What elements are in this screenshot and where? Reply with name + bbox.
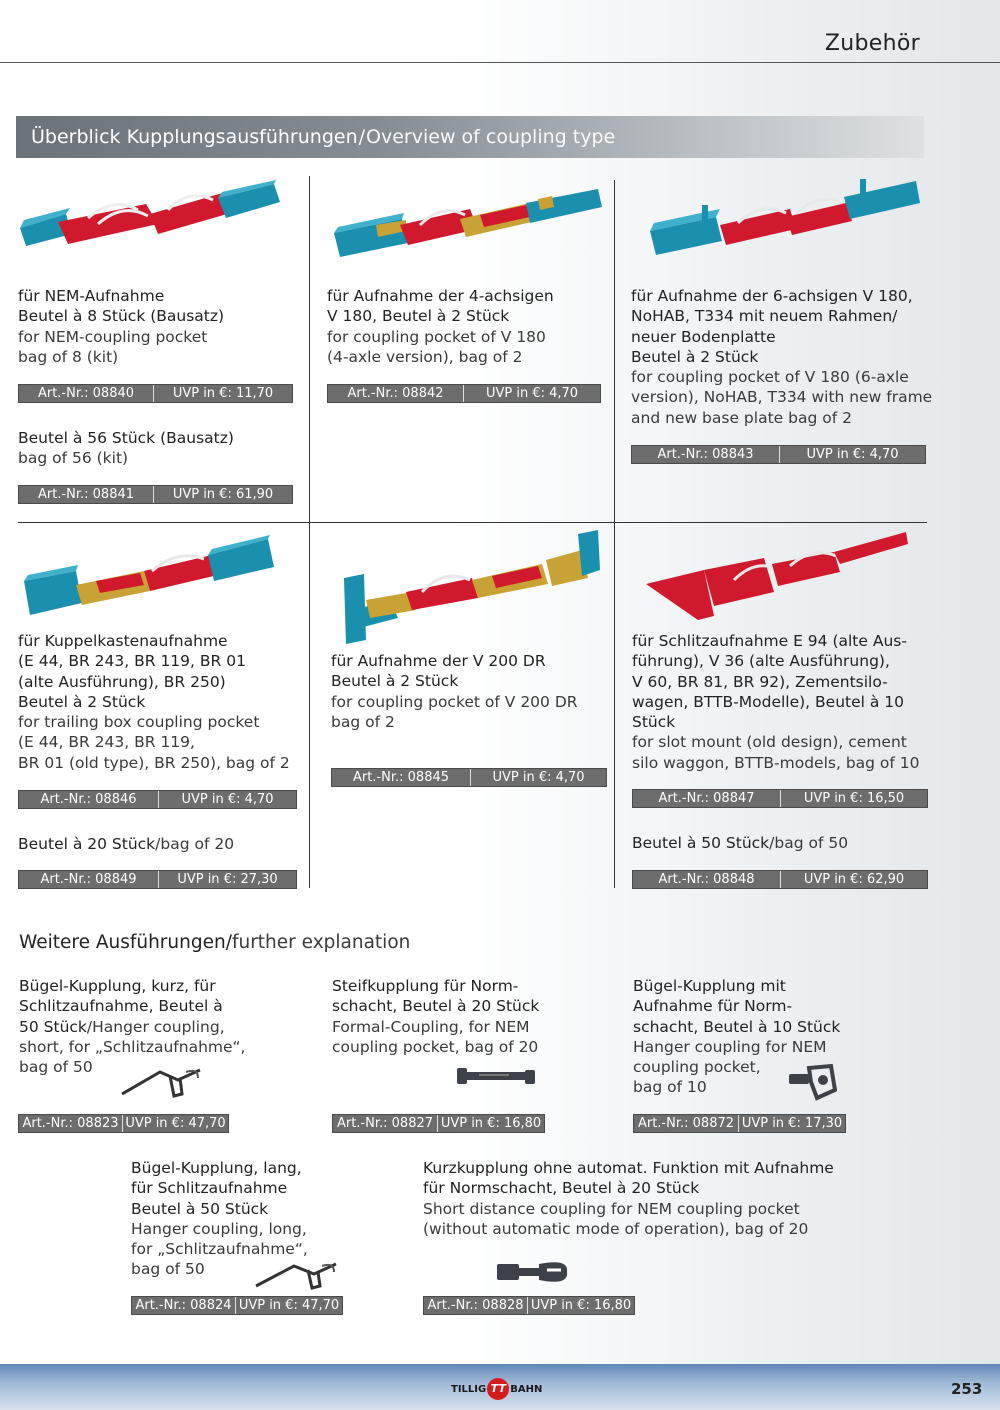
product-08843-en-line-2: version), NoHAB, T334 with new frame <box>631 388 933 407</box>
retail-price: UVP in €: 4,70 <box>492 770 585 785</box>
price-bar-08828 <box>423 1296 635 1315</box>
retail-price: UVP in €: 11,70 <box>172 386 274 401</box>
product-08823-en-line-3: bag of 50 <box>19 1058 93 1077</box>
section-banner <box>16 116 924 158</box>
product-08849-en-line-1: /bag of 20 <box>155 835 235 853</box>
product-08840-de-line-1: für NEM-Aufnahme <box>18 287 165 305</box>
price-bar-08842 <box>327 384 601 403</box>
product-08827-en-line-2: coupling pocket, bag of 20 <box>332 1037 539 1056</box>
banner-title-en: Overview of coupling type <box>366 126 616 148</box>
article-number: Art.-Nr.: 08872 <box>634 1115 739 1132</box>
product-08827-en-line-1: Formal-Coupling, for NEM <box>332 1017 530 1036</box>
product-08840-de-line-2: Beutel à 8 Stück (Bausatz) <box>18 307 225 326</box>
product-08843-de-line-3: neuer Bodenplatte <box>631 327 776 346</box>
retail-price: UVP in €: 47,70 <box>238 1298 340 1313</box>
retail-price: UVP in €: 16,80 <box>530 1298 632 1313</box>
product-08847-de-line-4: wagen, BTTB-Modelle), Beutel à 10 <box>632 692 905 711</box>
product-08846-en-line-3: BR 01 (old type), BR 250), bag of 2 <box>18 753 290 772</box>
product-08843-description <box>631 286 932 428</box>
product-08824-en-line-3: bag of 50 <box>131 1260 205 1279</box>
product-08872-en-line-2: coupling pocket, <box>633 1058 761 1077</box>
hanger-coupling-icon <box>120 1066 202 1098</box>
product-08840-en-line-2: bag of 8 (kit) <box>18 347 119 366</box>
product-08840-description <box>18 286 224 367</box>
coupling-photo-08840 <box>18 180 280 255</box>
coupling-photo-08845 <box>342 530 600 650</box>
retail-price: UVP in €: 62,90 <box>803 872 905 887</box>
price-bar-08824 <box>131 1296 343 1315</box>
banner-separator: / <box>358 126 366 148</box>
article-number: Art.-Nr.: 08846 <box>19 791 159 808</box>
product-08845-en-line-1: for coupling pocket of V 200 DR <box>331 692 578 711</box>
price-bar-08823 <box>18 1114 229 1133</box>
price-bar-08840 <box>18 384 293 403</box>
article-number: Art.-Nr.: 08823 <box>19 1115 123 1132</box>
product-08845-description <box>331 651 578 732</box>
article-number: Art.-Nr.: 08828 <box>424 1297 528 1314</box>
article-number: Art.-Nr.: 08849 <box>19 871 159 888</box>
product-08843-de-line-4: Beutel à 2 Stück <box>631 347 759 366</box>
product-08847-de-line-5: Stück <box>632 713 676 732</box>
product-08841-de-line-1: Beutel à 56 Stück (Bausatz) <box>18 429 234 447</box>
product-08828-de-line-2: für Normschacht, Beutel à 20 Stück <box>423 1179 700 1198</box>
product-08824-de-line-2: für Schlitzaufnahme <box>131 1179 288 1198</box>
product-08846-de-line-2: (E 44, BR 243, BR 119, BR 01 <box>18 652 246 671</box>
further-heading-en: further explanation <box>231 932 411 953</box>
product-08847-de-line-1: für Schlitzaufnahme E 94 (alte Aus- <box>632 632 907 650</box>
product-08827-de-line-2: schacht, Beutel à 20 Stück <box>332 997 540 1016</box>
logo-mark: TT <box>487 1378 509 1400</box>
product-08848-de-line-1: Beutel à 50 Stück <box>632 834 770 852</box>
product-08824-en-line-2: for „Schlitzaufnahme“, <box>131 1240 308 1259</box>
product-08840-en-line-1: for NEM-coupling pocket <box>18 327 208 346</box>
coupling-photo-08842 <box>330 185 602 263</box>
product-08846-de-line-1: für Kuppelkastenaufnahme <box>18 632 228 650</box>
product-08827-description <box>332 976 539 1057</box>
product-08847-en-line-1: for slot mount (old design), cement <box>632 733 907 752</box>
product-08849-description <box>18 834 234 854</box>
article-number: Art.-Nr.: 08827 <box>333 1115 438 1132</box>
banner-title-de: Überblick Kupplungsausführungen <box>31 126 358 148</box>
long-hanger-coupling-icon <box>254 1258 338 1290</box>
article-number: Art.-Nr.: 08845 <box>332 769 471 786</box>
retail-price: UVP in €: 47,70 <box>125 1116 226 1131</box>
header-divider <box>0 62 1000 63</box>
price-bar-08848 <box>632 870 928 889</box>
short-coupling-icon <box>495 1258 571 1286</box>
product-08843-de-line-2: NoHAB, T334 mit neuem Rahmen/ <box>631 307 898 326</box>
further-heading-de: Weitere Ausführungen <box>19 932 226 953</box>
article-number: Art.-Nr.: 08848 <box>633 871 781 888</box>
product-08823-description <box>19 976 245 1077</box>
price-bar-08841 <box>18 485 293 504</box>
product-08849-de-line-1: Beutel à 20 Stück <box>18 835 156 853</box>
price-bar-08846 <box>18 790 297 809</box>
product-08845-en-line-2: bag of 2 <box>331 712 395 731</box>
product-08828-en-line-2: (without automatic mode of operation), bag of 20 <box>423 1219 809 1238</box>
article-number: Art.-Nr.: 08842 <box>328 385 464 402</box>
article-number: Art.-Nr.: 08843 <box>632 446 780 463</box>
price-bar-08847 <box>632 789 928 808</box>
retail-price: UVP in €: 4,70 <box>181 792 274 807</box>
product-08828-description <box>423 1158 834 1239</box>
article-number: Art.-Nr.: 08840 <box>19 385 154 402</box>
coupling-photo-08843 <box>646 175 920 260</box>
product-08848-description <box>632 833 848 853</box>
product-08842-en-line-2: (4-axle version), bag of 2 <box>327 347 523 366</box>
article-number: Art.-Nr.: 08824 <box>132 1297 236 1314</box>
retail-price: UVP in €: 4,70 <box>806 447 899 462</box>
retail-price: UVP in €: 27,30 <box>177 872 278 887</box>
product-08828-en-line-1: Short distance coupling for NEM coupling pocket <box>423 1199 800 1218</box>
product-08872-en-line-3: bag of 10 <box>633 1078 707 1097</box>
price-bar-08843 <box>631 445 926 464</box>
coupling-photo-08846 <box>22 535 276 620</box>
retail-price: UVP in €: 16,50 <box>803 791 905 806</box>
product-08823-de-line-1: Bügel-Kupplung, kurz, für <box>19 977 216 995</box>
grid-divider-horizontal <box>18 522 927 523</box>
product-08843-de-line-1: für Aufnahme der 6-achsigen V 180, <box>631 287 913 305</box>
retail-price: UVP in €: 16,80 <box>440 1116 542 1131</box>
product-08846-de-line-3: (alte Ausführung), BR 250) <box>18 672 226 691</box>
product-08846-en-line-1: for trailing box coupling pocket <box>18 713 260 732</box>
product-08847-de-line-3: V 60, BR 81, BR 92), Zementsilo- <box>632 672 888 691</box>
product-08824-en-line-1: Hanger coupling, long, <box>131 1219 307 1238</box>
retail-price: UVP in €: 61,90 <box>172 487 274 502</box>
product-08843-en-line-1: for coupling pocket of V 180 (6-axle <box>631 368 909 387</box>
price-bar-08827 <box>332 1114 545 1133</box>
rigid-coupling-icon <box>455 1064 537 1088</box>
retail-price: UVP in €: 17,30 <box>741 1116 843 1131</box>
page-number: 253 <box>951 1380 983 1398</box>
product-08842-en-line-1: for coupling pocket of V 180 <box>327 327 546 346</box>
page-section-title: Zubehör <box>824 31 920 56</box>
product-08842-de-line-1: für Aufnahme der 4-achsigen <box>327 287 554 305</box>
product-08824-de-line-1: Bügel-Kupplung, lang, <box>131 1159 302 1177</box>
logo-text-right: BAHN <box>510 1383 543 1395</box>
product-08846-en-line-2: (E 44, BR 243, BR 119, <box>18 733 195 752</box>
product-08848-en-line-1: /bag of 50 <box>769 834 849 852</box>
product-08845-de-line-2: Beutel à 2 Stück <box>331 672 459 691</box>
article-number: Art.-Nr.: 08841 <box>19 486 154 503</box>
product-08845-de-line-1: für Aufnahme der V 200 DR <box>331 652 546 670</box>
grid-divider-vertical-2 <box>614 180 615 888</box>
product-08847-description <box>632 631 920 773</box>
logo-text-left: TILLIG <box>451 1383 487 1395</box>
product-08847-en-line-2: silo waggon, BTTB-models, bag of 10 <box>632 753 920 772</box>
product-08842-de-line-2: V 180, Beutel à 2 Stück <box>327 307 510 326</box>
product-08823-de-line-2: Schlitzaufnahme, Beutel à <box>19 997 223 1016</box>
price-bar-08849 <box>18 870 297 889</box>
product-08872-de-line-3: schacht, Beutel à 10 Stück <box>633 1017 841 1036</box>
article-number: Art.-Nr.: 08847 <box>633 790 781 807</box>
product-08846-de-line-4: Beutel à 2 Stück <box>18 692 146 711</box>
product-08823-en-line-1: /Hanger coupling, <box>86 1017 225 1036</box>
product-08842-description <box>327 286 554 367</box>
product-08843-en-line-3: and new base plate bag of 2 <box>631 408 852 427</box>
coupling-photo-08847 <box>644 530 908 625</box>
retail-price: UVP in €: 4,70 <box>485 386 579 401</box>
product-08828-de-line-1: Kurzkupplung ohne automat. Funktion mit Aufnahme <box>423 1159 834 1177</box>
product-08872-de-line-2: Aufnahme für Norm- <box>633 997 793 1016</box>
product-08841-en-line-1: bag of 56 (kit) <box>18 449 129 468</box>
product-08824-de-line-3: Beutel à 50 Stück <box>131 1199 269 1218</box>
further-explanation-heading <box>19 932 410 953</box>
tillig-logo <box>451 1378 542 1400</box>
product-08823-en-line-2: short, for „Schlitzaufnahme“, <box>19 1037 246 1056</box>
product-08827-de-line-1: Steifkupplung für Norm- <box>332 977 519 995</box>
product-08841-description <box>18 428 234 469</box>
product-08846-description <box>18 631 290 773</box>
product-08823-de-line-3: 50 Stück <box>19 1017 87 1036</box>
hanger-coupling-nem-icon <box>787 1062 837 1102</box>
grid-divider-vertical-1 <box>309 176 310 888</box>
product-08872-en-line-1: Hanger coupling for NEM <box>633 1037 827 1056</box>
price-bar-08872 <box>633 1114 846 1133</box>
product-08872-de-line-1: Bügel-Kupplung mit <box>633 977 786 995</box>
further-heading-separator: / <box>225 932 232 953</box>
price-bar-08845 <box>331 768 607 787</box>
product-08847-de-line-2: führung), V 36 (alte Ausführung), <box>632 652 890 671</box>
